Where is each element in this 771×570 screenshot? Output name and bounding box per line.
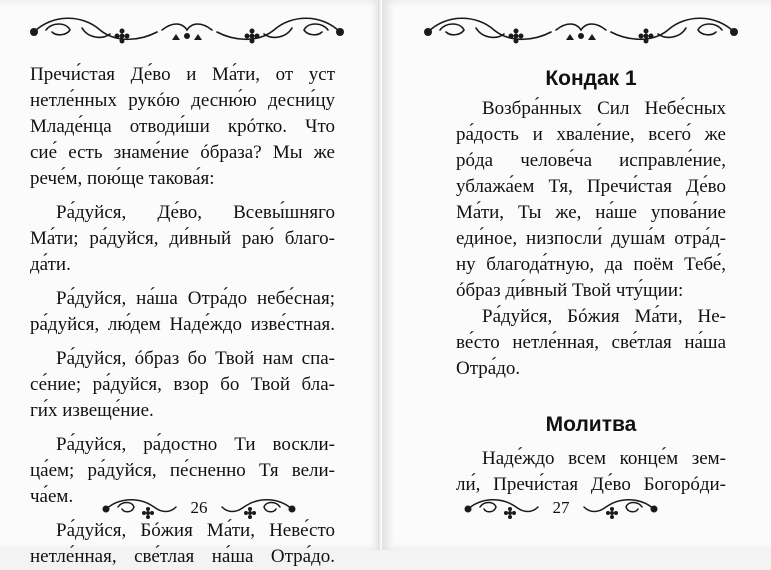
text-line: Ра́дуйся, Де́во, Всевы́шняго — [56, 202, 335, 223]
text-line: еди́ное, низпосли́ душа́м отра́д- — [456, 228, 726, 249]
text-line: рóда челове́ча исправле́ние, — [456, 150, 726, 171]
text-line: Отра́до. — [456, 358, 521, 379]
text-line: Пречи́стая Де́во и Ма́ти, от уст — [30, 64, 335, 85]
page-number: 27 — [552, 498, 570, 517]
kondak-heading: Кондак 1 — [545, 67, 637, 90]
text-line: ца́ем; ра́дуйся, пе́сненно Тя вели- — [30, 460, 335, 481]
text-line: Ра́дуйся, ра́достно Ти воскли- — [56, 434, 335, 455]
text-line: ра́дуйся, лю́дем Наде́ждо изве́стная. — [30, 314, 335, 335]
text-line: Возбра́нных Сил Небе́сных — [482, 98, 726, 119]
text-line: нетле́нная, све́тлая на́ша Отра́до. — [30, 546, 335, 567]
text-line: Ра́дуйся, на́ша Отра́до небе́сная; — [56, 288, 335, 309]
text-line: ра́дость и хвале́ние, всего́ же — [456, 124, 726, 145]
text-line: да́ти. — [30, 254, 71, 275]
page-footer — [100, 495, 298, 521]
left-page — [0, 0, 382, 567]
text-line: ги́х извеще́ние. — [30, 400, 154, 421]
floral-right-ornament-icon — [580, 495, 660, 521]
floral-left-ornament-icon — [462, 495, 542, 521]
right-page-text — [456, 64, 726, 498]
text-line: Наде́ждо всем конце́м зем- — [482, 448, 726, 469]
text-line: ну благода́тную, да поём Тебе́, — [456, 254, 726, 275]
floral-right-ornament-icon — [218, 495, 298, 521]
text-line: сие́ есть знаме́ние óбраза? Мы же — [30, 142, 335, 163]
text-line: Младе́нца отводи́ши крóтко. Что — [30, 116, 335, 137]
text-line: ли́, Пречи́стая Де́во Богорóди- — [456, 474, 726, 495]
left-page-text — [30, 62, 335, 570]
floral-left-ornament-icon — [100, 495, 180, 521]
text-line: се́ние; ра́дуйся, взор бо Твой бла- — [30, 374, 335, 395]
text-line: Ра́дуйся, Бóжия Ма́ти, Неве́сто — [56, 520, 335, 541]
floral-vine-ornament-icon — [22, 10, 352, 50]
text-line: рече́м, пою́ще такова́я: — [30, 168, 215, 189]
right-page — [382, 0, 771, 550]
page-footer — [462, 495, 660, 521]
text-line: нетле́нных рукóю десню́ю десни́цу — [30, 90, 335, 111]
page-number: 26 — [190, 498, 208, 517]
text-line: Ра́дуйся, óбраз бо Твой нам спа- — [56, 348, 335, 369]
text-line: Ра́дуйся, Бóжия Ма́ти, Не- — [482, 306, 726, 327]
text-line: ублажа́ем Тя, Пречи́стая Де́во — [456, 176, 726, 197]
floral-vine-ornament-icon — [416, 10, 746, 50]
text-line: Ма́ти, Ты же, на́ше упова́ние — [456, 202, 726, 223]
text-line: óбраз ди́вный Твой чту́щии: — [456, 280, 684, 301]
prayer-heading: Молитва — [545, 413, 637, 436]
text-line: Ма́ти; ра́дуйся, ди́вный раю́ благо- — [30, 228, 335, 249]
text-line: ча́ем. — [30, 486, 74, 507]
text-line: ве́сто нетле́нная, све́тлая на́ша — [456, 332, 726, 353]
